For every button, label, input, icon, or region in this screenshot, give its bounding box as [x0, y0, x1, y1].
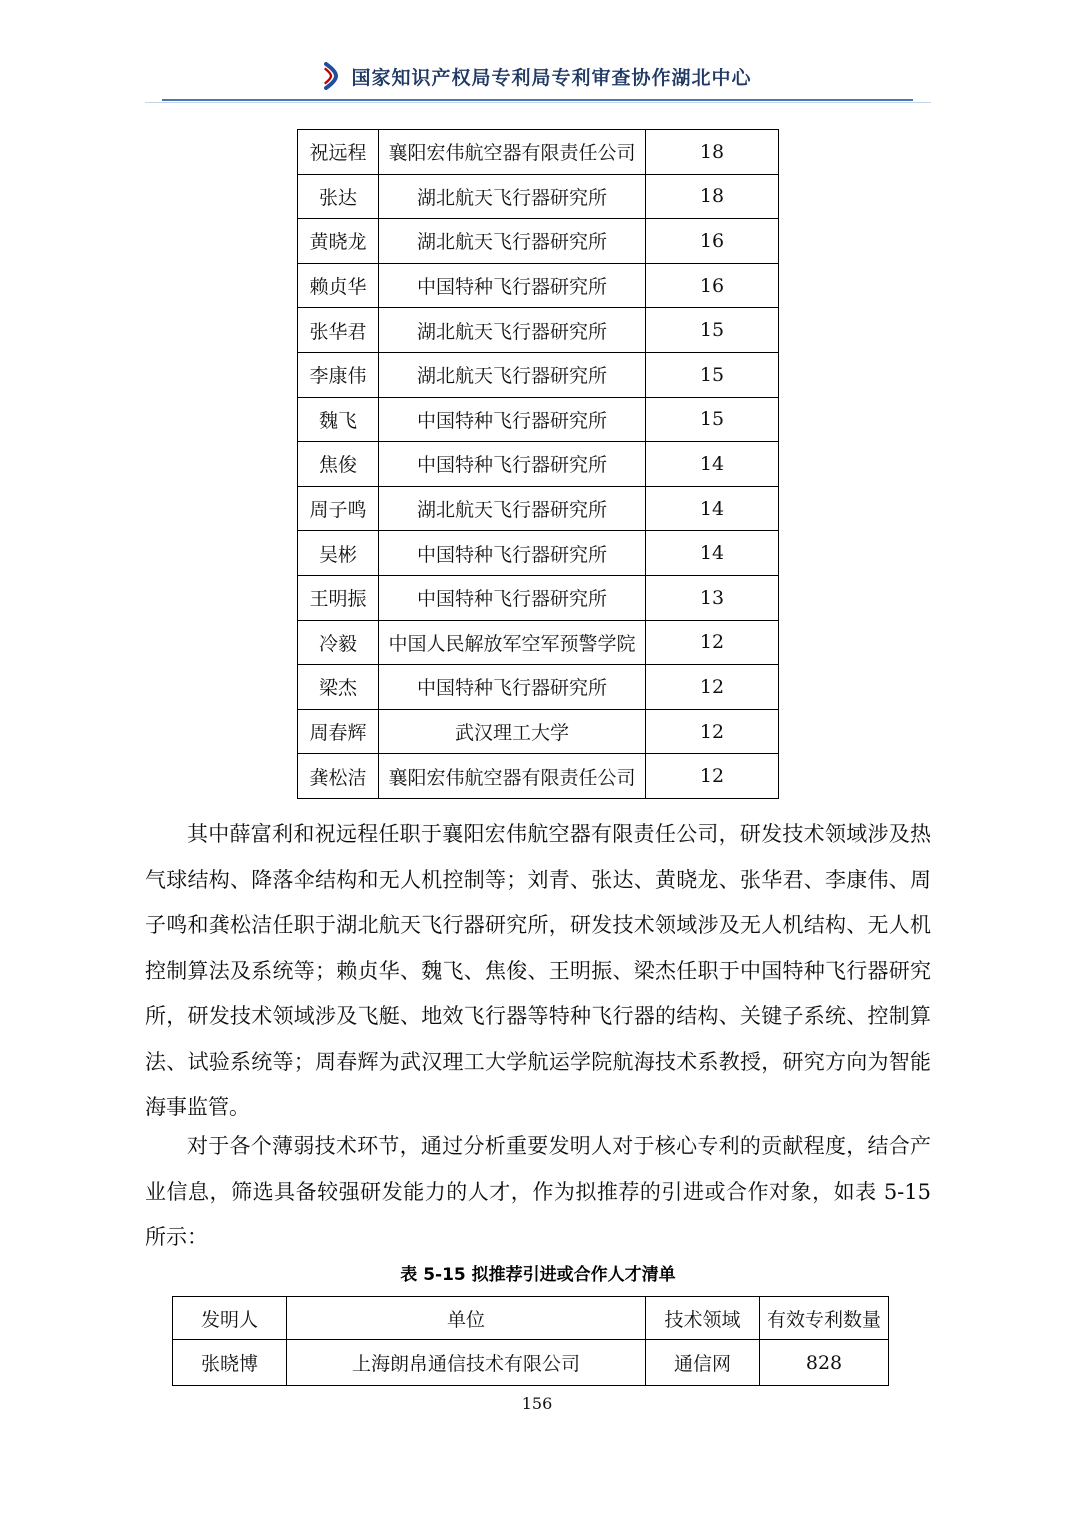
- inventor-name-cell: 张晓博: [173, 1340, 287, 1386]
- organization-cell: 中国特种飞行器研究所: [379, 575, 646, 620]
- table-row: [298, 709, 779, 754]
- table-row: [298, 130, 779, 175]
- swoosh-logo-icon: [322, 62, 339, 90]
- table-caption: 表 5-15 拟推荐引进或合作人才清单: [400, 1265, 676, 1285]
- table-row: [298, 397, 779, 442]
- organization-cell: 中国人民解放军空军预警学院: [379, 620, 646, 665]
- table-row: [298, 754, 779, 799]
- table-row: [298, 219, 779, 264]
- organization-cell: 中国特种飞行器研究所: [379, 397, 646, 442]
- patent-count-cell: 12: [646, 754, 779, 799]
- table-row: [298, 531, 779, 576]
- patent-count-cell: 16: [646, 263, 779, 308]
- inventor-name-cell: 梁杰: [298, 665, 379, 710]
- patent-count-cell: 14: [646, 442, 779, 487]
- inventor-name-cell: 吴彬: [298, 531, 379, 576]
- patent-count-cell: 14: [646, 531, 779, 576]
- organization-cell: 中国特种飞行器研究所: [379, 531, 646, 576]
- patent-count-column-header: 有效专利数量: [760, 1297, 889, 1340]
- organization-cell: 上海朗帛通信技术有限公司: [287, 1340, 646, 1386]
- table-row: [173, 1340, 889, 1386]
- patent-count-cell: 18: [646, 174, 779, 219]
- table-row: [298, 352, 779, 397]
- patent-count-cell: 14: [646, 486, 779, 531]
- table-row: [298, 620, 779, 665]
- table-row: [298, 442, 779, 487]
- inventor-name-cell: 赖贞华: [298, 263, 379, 308]
- organization-cell: 湖北航天飞行器研究所: [379, 352, 646, 397]
- inventor-name-cell: 祝远程: [298, 130, 379, 175]
- inventor-name-cell: 张华君: [298, 308, 379, 353]
- patent-count-cell: 12: [646, 709, 779, 754]
- organization-cell: 中国特种飞行器研究所: [379, 442, 646, 487]
- talent-recommendation-table: [172, 1296, 889, 1386]
- patent-count-cell: 15: [646, 397, 779, 442]
- organization-cell: 湖北航天飞行器研究所: [379, 219, 646, 264]
- inventor-name-cell: 王明振: [298, 575, 379, 620]
- header-rule-shadow: [145, 102, 931, 103]
- table-header-row: [173, 1297, 889, 1340]
- inventor-name-cell: 焦俊: [298, 442, 379, 487]
- header-rule: [162, 99, 913, 101]
- organization-cell: 湖北航天飞行器研究所: [379, 174, 646, 219]
- body-paragraph-1: 其中薛富利和祝远程任职于襄阳宏伟航空器有限责任公司，研发技术领域涉及热气球结构、降落伞结构和无人机控制等；刘青、张达、黄晓龙、张华君、李康伟、周子鸣和龚松洁任职于湖北航天飞行器研究所，研发技术领域涉及无人机结构、无人机控制算法及系统等；赖贞华、魏飞、焦俊、王明振、梁杰任职于中国特种飞行器研究所，研发技术领域涉及飞艇、地效飞行器等特种飞行器的结构、关键子系统、控制算法、试验系统等；周春辉为武汉理工大学航运学院航海技术系教授，研究方向为智能海事监管。: [145, 822, 931, 1119]
- inventor-name-cell: 李康伟: [298, 352, 379, 397]
- organization-cell: 襄阳宏伟航空器有限责任公司: [379, 754, 646, 799]
- table-row: [298, 174, 779, 219]
- table-row: [298, 575, 779, 620]
- organization-column-header: 单位: [287, 1297, 646, 1340]
- inventor-name-cell: 周子鸣: [298, 486, 379, 531]
- table-row: [298, 486, 779, 531]
- page-number: 156: [521, 1394, 553, 1413]
- tech-field-cell: 通信网: [646, 1340, 760, 1386]
- table-row: [298, 665, 779, 710]
- patent-count-cell: 828: [760, 1340, 889, 1386]
- organization-cell: 中国特种飞行器研究所: [379, 665, 646, 710]
- patent-count-cell: 18: [646, 130, 779, 175]
- inventor-column-header: 发明人: [173, 1297, 287, 1340]
- inventor-name-cell: 魏飞: [298, 397, 379, 442]
- patent-count-cell: 16: [646, 219, 779, 264]
- patent-count-cell: 13: [646, 575, 779, 620]
- organization-cell: 湖北航天飞行器研究所: [379, 486, 646, 531]
- body-paragraph-2: 对于各个薄弱技术环节，通过分析重要发明人对于核心专利的贡献程度，结合产业信息，筛选具备较强研发能力的人才，作为拟推荐的引进或合作对象，如表 5-15 所示：: [145, 1134, 931, 1249]
- inventor-name-cell: 龚松洁: [298, 754, 379, 799]
- table-row: [298, 308, 779, 353]
- inventor-name-cell: 冷毅: [298, 620, 379, 665]
- page-header: [0, 62, 1074, 94]
- organization-cell: 湖北航天飞行器研究所: [379, 308, 646, 353]
- patent-count-cell: 15: [646, 352, 779, 397]
- organization-cell: 中国特种飞行器研究所: [379, 263, 646, 308]
- organization-cell: 襄阳宏伟航空器有限责任公司: [379, 130, 646, 175]
- inventor-table: [297, 129, 779, 799]
- inventor-name-cell: 黄晓龙: [298, 219, 379, 264]
- patent-count-cell: 15: [646, 308, 779, 353]
- tech-field-column-header: 技术领域: [646, 1297, 760, 1340]
- organization-cell: 武汉理工大学: [379, 709, 646, 754]
- header-title: 国家知识产权局专利局专利审查协作湖北中心: [351, 66, 752, 89]
- table-row: [298, 263, 779, 308]
- inventor-name-cell: 张达: [298, 174, 379, 219]
- patent-count-cell: 12: [646, 620, 779, 665]
- patent-count-cell: 12: [646, 665, 779, 710]
- inventor-name-cell: 周春辉: [298, 709, 379, 754]
